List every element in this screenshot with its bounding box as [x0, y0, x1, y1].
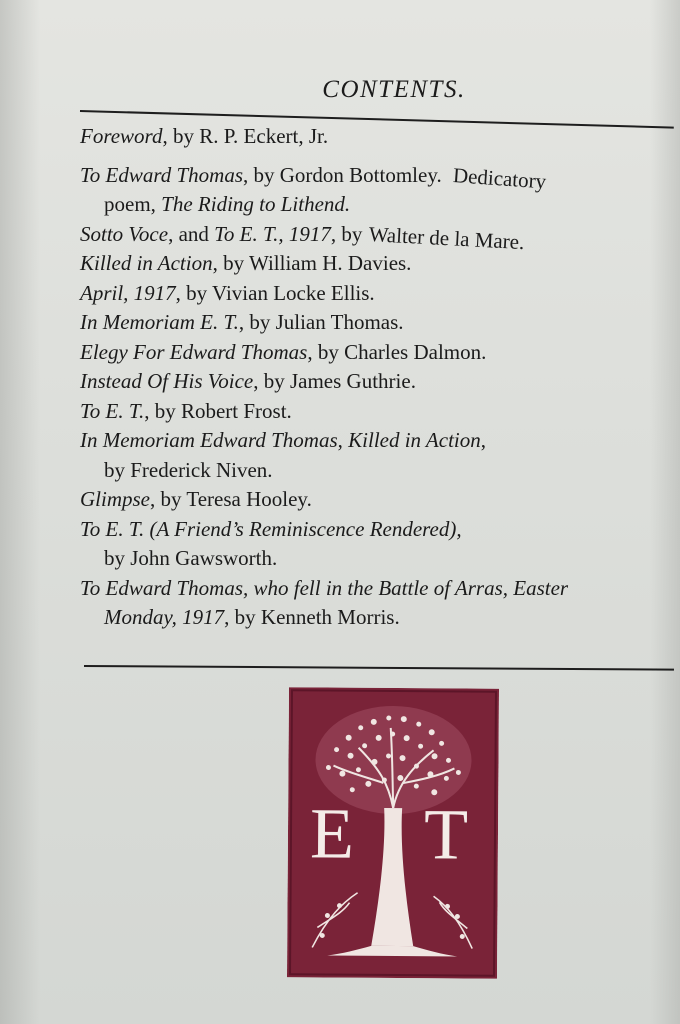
toc-entry [80, 161, 680, 220]
table-of-contents [80, 122, 680, 633]
entry-title: To E. T. [80, 516, 145, 541]
entry-conjunction: , and [168, 221, 215, 246]
entry-punctuation: , [480, 428, 486, 452]
toc-entry [80, 485, 680, 515]
entry-author: by Frederick Niven. [104, 457, 273, 482]
toc-entry [80, 338, 680, 368]
entry-separator: , by [162, 124, 200, 148]
entry-author: Walter de la Mare. [367, 221, 525, 254]
entry-title: In Memoriam E. T. [80, 310, 239, 334]
toc-entry [80, 279, 680, 309]
entry-author: Kenneth Morris. [260, 605, 400, 629]
entry-subtitle: (A Friend’s Reminiscence Rendered), [144, 516, 462, 541]
toc-entry [80, 367, 680, 397]
entry-title-rest: , who fell in the Battle of Arras, Easter [243, 575, 569, 600]
entry-title-cont: Monday, 1917 [104, 605, 225, 629]
entry-separator: , by [238, 310, 276, 334]
toc-entry [80, 249, 680, 279]
entry-title: To Edward Thomas [80, 162, 243, 187]
entry-author: Charles Dalmon. [344, 339, 487, 364]
entry-separator: , by [253, 369, 290, 393]
entry-author: Teresa Hooley. [186, 487, 312, 511]
toc-entry [80, 308, 680, 338]
emblem-letter-e: E [309, 793, 355, 874]
entry-author: Robert Frost. [180, 398, 292, 423]
entry-separator: , by [150, 487, 187, 511]
entry-title: Glimpse [80, 487, 150, 511]
toc-entry [80, 220, 680, 254]
toc-entry [80, 122, 680, 152]
entry-author: Vivian Locke Ellis. [212, 280, 375, 305]
entry-title: In Memoriam Edward Thomas [80, 428, 338, 452]
page-edge-shadow [0, 0, 40, 1024]
entry-separator: , [337, 428, 349, 452]
entry-separator: , by [212, 251, 249, 275]
toc-entry [80, 574, 680, 633]
entry-title-2: Killed in Action [348, 428, 481, 452]
entry-subtitle: The Riding to Lithend. [161, 192, 351, 216]
entry-author: by John Gawsworth. [104, 546, 278, 570]
entry-separator: , by [307, 339, 345, 364]
toc-entry [80, 515, 680, 574]
entry-title: Sotto Voce [80, 221, 169, 246]
et-tree-emblem [287, 687, 499, 978]
entry-title: April, 1917 [80, 280, 176, 305]
entry-title: Killed in Action [80, 251, 213, 275]
contents-heading: CONTENTS. [322, 76, 466, 103]
entry-title: Instead Of His Voice [80, 369, 254, 393]
entry-author: R. P. Eckert, Jr. [199, 124, 329, 148]
entry-separator: , by [224, 605, 261, 629]
entry-separator: , by [330, 221, 368, 246]
entry-note: Dedicatory [452, 162, 548, 194]
entry-separator: , by [144, 398, 181, 423]
entry-title: Elegy For Edward Thomas [80, 339, 308, 364]
entry-title: To E. T. [80, 398, 145, 423]
entry-separator: , by [175, 280, 213, 305]
entry-author: Gordon Bottomley. [279, 162, 442, 187]
entry-title-2: To E. T., 1917 [214, 221, 331, 246]
toc-entry [80, 426, 680, 485]
entry-author: James Guthrie. [289, 369, 416, 393]
entry-separator: , by [243, 162, 280, 187]
entry-author: William H. Davies. [248, 251, 412, 275]
bottom-rule [84, 665, 674, 671]
entry-author: Julian Thomas. [275, 310, 404, 334]
toc-entry [80, 397, 680, 427]
entry-title: To Edward Thomas [80, 575, 243, 600]
entry-title: Foreword [80, 124, 163, 148]
entry-note-text: poem, [104, 192, 162, 216]
emblem-letter-t: T [423, 794, 469, 875]
